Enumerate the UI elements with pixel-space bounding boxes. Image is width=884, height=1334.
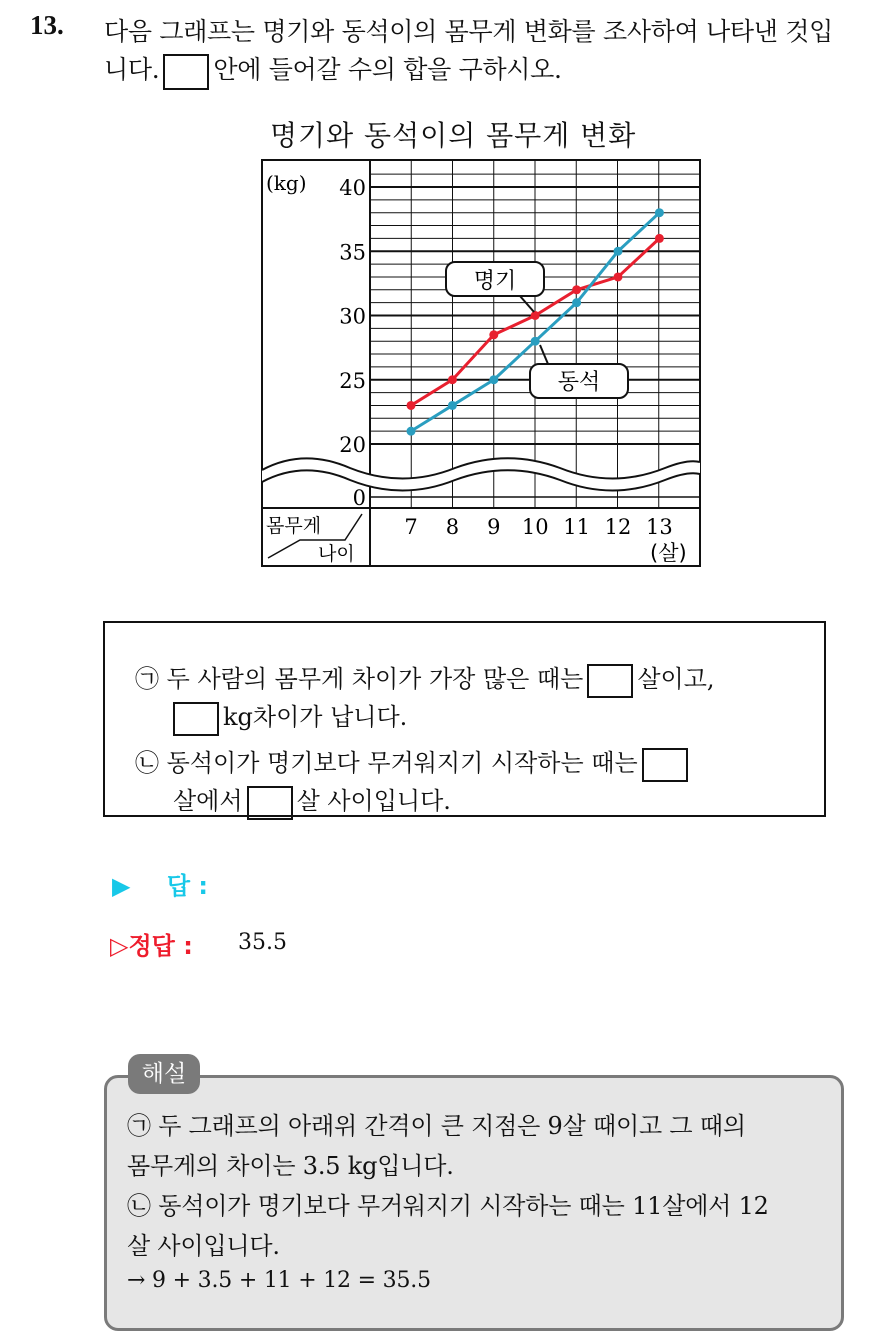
data-point-0 bbox=[614, 272, 623, 281]
weight-line-chart bbox=[0, 0, 884, 600]
condition-text-2-line2-pre: 살에서 bbox=[173, 787, 243, 815]
correct-answer-label: 정답 : bbox=[128, 932, 193, 960]
blank-box-age-max-diff[interactable] bbox=[587, 664, 633, 698]
data-point-0 bbox=[448, 375, 457, 384]
data-point-1 bbox=[614, 247, 623, 256]
chart-title: 명기와 동석이의 몸무게 변화 bbox=[270, 119, 637, 152]
question-text-post: 안에 들어갈 수의 합을 구하시오. bbox=[213, 55, 562, 84]
y-axis-unit: (kg) bbox=[266, 171, 307, 195]
corner-label-bottom: 나이 bbox=[318, 543, 355, 565]
x-tick-label: 7 bbox=[404, 515, 418, 539]
condition-text-2: 동석이가 명기보다 무거워지기 시작하는 때는 bbox=[166, 749, 638, 777]
x-tick-label: 12 bbox=[604, 515, 632, 539]
y-tick-label: 30 bbox=[339, 304, 366, 329]
explanation-line1: ㉠ 두 그래프의 아래위 간격이 큰 지점은 9살 때이고 그 때의 bbox=[127, 1112, 746, 1140]
answer-row bbox=[112, 866, 208, 901]
data-point-1 bbox=[448, 401, 457, 410]
correct-answer-value: 35.5 bbox=[238, 930, 287, 955]
chart-frame bbox=[262, 160, 700, 566]
condition-item-2-line2 bbox=[173, 781, 451, 820]
correct-arrow-icon: ▷ bbox=[110, 932, 129, 960]
y-tick-label: 40 bbox=[339, 176, 366, 200]
data-point-1 bbox=[531, 337, 540, 346]
condition-marker-2: ㉡ bbox=[135, 749, 159, 777]
question-number: 13. bbox=[30, 10, 64, 40]
corner-label-top: 몸무게 bbox=[266, 515, 322, 537]
correct-answer-row bbox=[110, 926, 193, 961]
data-point-0 bbox=[489, 330, 498, 339]
y-tick-label: 0 bbox=[352, 486, 366, 510]
condition-text-1-post: 살이고, bbox=[637, 665, 715, 693]
condition-item-1-line2 bbox=[173, 697, 407, 736]
y-tick-label: 35 bbox=[339, 240, 366, 265]
data-point-1 bbox=[407, 427, 416, 436]
condition-item-1 bbox=[135, 659, 715, 698]
y-tick-label: 20 bbox=[339, 433, 366, 457]
explanation-box bbox=[104, 1075, 844, 1331]
data-point-1 bbox=[655, 208, 664, 217]
x-tick-label: 8 bbox=[445, 515, 460, 539]
x-axis-unit: (살) bbox=[650, 541, 687, 565]
blank-box-weight-diff[interactable] bbox=[173, 702, 219, 736]
condition-item-2 bbox=[135, 743, 692, 782]
condition-text-1: 두 사람의 몸무게 차이가 가장 많은 때는 bbox=[166, 665, 584, 693]
answer-label: 답 : bbox=[166, 872, 208, 900]
explanation-line2: 몸무게의 차이는 3.5 kg입니다. bbox=[127, 1152, 454, 1180]
explanation-line5: → 9 + 3.5 + 11 + 12 = 35.5 bbox=[127, 1268, 431, 1293]
question-text-line1: 다음 그래프는 명기와 동석이의 몸무게 변화를 조사하여 나타낸 것입 bbox=[104, 17, 833, 46]
answer-arrow-icon: ▶ bbox=[112, 872, 131, 900]
conditions-box bbox=[103, 621, 826, 817]
data-point-1 bbox=[572, 298, 581, 307]
blank-box-age-start[interactable] bbox=[642, 748, 688, 782]
condition-text-2-line2-post: 살 사이입니다. bbox=[296, 787, 451, 815]
condition-text-1-line2: kg차이가 납니다. bbox=[223, 703, 408, 731]
data-point-0 bbox=[407, 401, 416, 410]
condition-marker-1: ㉠ bbox=[135, 665, 159, 693]
blank-box-age-end[interactable] bbox=[247, 786, 293, 820]
callout-label-dongseok: 동석 bbox=[557, 370, 601, 395]
x-tick-label: 11 bbox=[563, 515, 590, 539]
explanation-line3: ㉡ 동석이가 명기보다 무거워지기 시작하는 때는 11살에서 12 bbox=[127, 1192, 769, 1220]
x-tick-label: 13 bbox=[646, 515, 673, 539]
x-tick-label: 9 bbox=[487, 515, 501, 539]
x-tick-label: 10 bbox=[521, 515, 549, 539]
data-point-0 bbox=[531, 311, 540, 320]
explanation-tag: 해설 bbox=[128, 1054, 200, 1094]
data-point-0 bbox=[655, 234, 664, 243]
explanation-line4: 살 사이입니다. bbox=[127, 1232, 280, 1260]
callout-label-myeonggi: 명기 bbox=[473, 269, 517, 294]
y-tick-label: 25 bbox=[339, 368, 366, 393]
data-point-0 bbox=[572, 285, 581, 294]
question-text-pre: 니다. bbox=[104, 55, 160, 84]
data-point-1 bbox=[489, 375, 498, 384]
